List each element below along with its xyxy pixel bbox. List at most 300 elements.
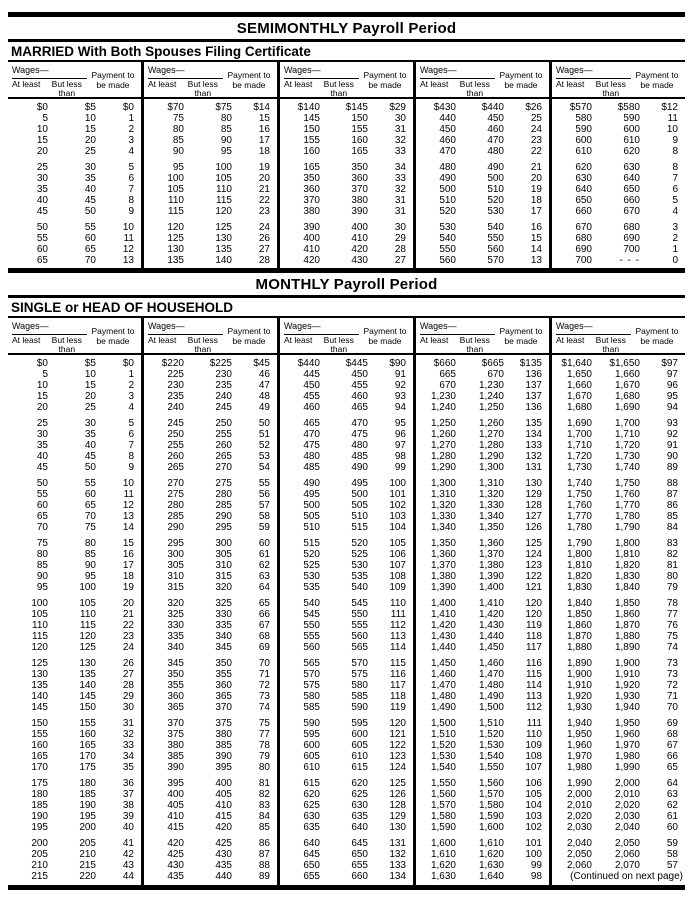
payment-amount: 97	[394, 440, 406, 451]
wage-but-less-than: 1,280	[478, 440, 504, 451]
payment-amount: 16	[530, 222, 542, 233]
payment-amount: 11	[123, 233, 134, 244]
wage-at-least: 1,330	[430, 511, 456, 522]
table-row	[8, 500, 141, 511]
payment-amount: 22	[530, 146, 542, 157]
payment-amount: 26	[258, 233, 270, 244]
table-row	[552, 358, 685, 369]
but-less-than-header: But less than	[459, 335, 490, 355]
table-row	[552, 560, 685, 571]
table-row	[8, 560, 141, 571]
wage-but-less-than: 305	[215, 549, 232, 560]
wage-but-less-than: 635	[351, 811, 368, 822]
wage-but-less-than: 2,060	[614, 849, 640, 860]
payment-amount: 67	[258, 620, 270, 631]
wage-at-least: 85	[36, 560, 48, 571]
filing-status-heading: SINGLE or HEAD OF HOUSEHOLD	[8, 298, 685, 318]
table-row	[8, 609, 141, 620]
table-row	[144, 102, 277, 113]
table-row	[552, 778, 685, 789]
wage-but-less-than: 515	[351, 522, 368, 533]
table-row	[280, 669, 413, 680]
wage-at-least: 635	[303, 822, 320, 833]
wage-but-less-than: 60	[84, 233, 96, 244]
wage-at-least: 25	[36, 418, 48, 429]
payment-amount: 78	[258, 740, 270, 751]
wage-at-least: 1,850	[566, 609, 592, 620]
wage-but-less-than: 590	[351, 702, 368, 713]
payment-to-be-made-header: Payment to be made	[635, 325, 679, 346]
wage-at-least: 30	[36, 173, 48, 184]
payment-to-be-made-header: Payment to be made	[227, 325, 271, 346]
payment-amount: 111	[390, 609, 406, 620]
payment-amount: $26	[525, 102, 542, 113]
wage-but-less-than: 25	[84, 402, 96, 413]
payment-amount: $12	[661, 102, 678, 113]
payment-amount: 100	[389, 478, 406, 489]
wage-but-less-than: 520	[351, 538, 368, 549]
wage-but-less-than: 655	[351, 860, 368, 871]
wage-but-less-than: $75	[215, 102, 232, 113]
wage-at-least: 5	[42, 369, 48, 380]
payment-amount: 106	[525, 778, 542, 789]
wage-at-least: 650	[303, 860, 320, 871]
payment-amount: 51	[258, 429, 270, 440]
wage-but-less-than: 500	[351, 489, 368, 500]
wage-at-least: 75	[172, 113, 184, 124]
table-row	[280, 571, 413, 582]
wage-at-least: 670	[575, 222, 592, 233]
column-group-header	[144, 318, 277, 355]
table-row	[416, 511, 549, 522]
at-least-header: At least	[284, 79, 313, 89]
payment-amount: 13	[530, 255, 542, 266]
wage-at-least: $440	[297, 358, 320, 369]
but-less-than-header: But less than	[595, 335, 626, 355]
table-row	[552, 822, 685, 833]
wage-but-less-than: 350	[351, 162, 368, 173]
wage-at-least: 580	[303, 691, 320, 702]
wage-but-less-than: 155	[351, 124, 368, 135]
table-row	[8, 718, 141, 729]
wage-at-least: 565	[303, 658, 320, 669]
wage-but-less-than: 120	[215, 206, 232, 217]
payment-amount: 120	[525, 609, 542, 620]
payment-amount: 65	[258, 598, 270, 609]
payment-amount: 74	[258, 702, 270, 713]
payment-amount: 112	[390, 620, 406, 631]
payment-amount: 61	[666, 811, 678, 822]
table-row	[8, 729, 141, 740]
table-row	[144, 800, 277, 811]
table-row	[552, 571, 685, 582]
table-row	[552, 402, 685, 413]
wage-but-less-than: 1,460	[478, 658, 504, 669]
wage-at-least: 490	[439, 173, 456, 184]
payment-amount: 20	[258, 173, 270, 184]
wage-at-least: 665	[439, 369, 456, 380]
wage-at-least: 1,660	[566, 380, 592, 391]
payment-amount: 73	[666, 669, 678, 680]
wage-but-less-than: 1,660	[614, 369, 640, 380]
table-row	[144, 184, 277, 195]
payment-amount: 119	[526, 620, 542, 631]
at-least-header: At least	[420, 335, 449, 345]
table-row	[416, 451, 549, 462]
wage-but-less-than: 175	[79, 762, 96, 773]
wage-at-least: 580	[575, 113, 592, 124]
table-row	[280, 718, 413, 729]
wage-but-less-than: 55	[84, 478, 96, 489]
payment-amount: 137	[525, 391, 542, 402]
table-row	[416, 560, 549, 571]
table-row	[280, 838, 413, 849]
table-row	[416, 598, 549, 609]
payment-amount: 23	[530, 135, 542, 146]
but-less-than-header: But less than	[187, 335, 218, 355]
wage-but-less-than: $5	[84, 102, 96, 113]
table-row	[552, 691, 685, 702]
wage-but-less-than: 1,720	[614, 440, 640, 451]
wage-at-least: 1,340	[430, 522, 456, 533]
payment-amount: 120	[389, 718, 406, 729]
table-row	[280, 751, 413, 762]
wage-but-less-than: 130	[215, 233, 232, 244]
wage-at-least: 490	[303, 478, 320, 489]
wage-at-least: $0	[36, 358, 48, 369]
but-less-than-header: But less than	[187, 79, 218, 99]
payment-amount: 129	[389, 811, 406, 822]
wage-but-less-than: 500	[487, 173, 504, 184]
table-row	[8, 549, 141, 560]
table-row	[416, 102, 549, 113]
wage-at-least: 540	[439, 233, 456, 244]
table-row	[144, 451, 277, 462]
wage-at-least: 595	[303, 729, 320, 740]
table-row	[552, 631, 685, 642]
payment-amount: 15	[122, 538, 134, 549]
wage-but-less-than: 1,800	[614, 538, 640, 549]
wage-but-less-than: 495	[351, 478, 368, 489]
wage-at-least: 75	[36, 538, 48, 549]
table-row	[144, 511, 277, 522]
table-row	[144, 135, 277, 146]
payment-amount: 16	[258, 124, 270, 135]
wage-at-least: 1,240	[430, 402, 456, 413]
wage-at-least: 135	[167, 255, 184, 266]
wage-at-least: 110	[32, 620, 48, 631]
table-row	[280, 729, 413, 740]
wage-but-less-than: $665	[481, 358, 504, 369]
payment-amount: 101	[389, 489, 406, 500]
payment-amount: 24	[530, 124, 542, 135]
payment-amount: 63	[258, 571, 270, 582]
table-row	[416, 173, 549, 184]
table-row	[8, 571, 141, 582]
table-row	[8, 658, 141, 669]
wage-at-least: 440	[439, 113, 456, 124]
wage-at-least: 165	[31, 751, 48, 762]
wage-bracket-rows	[280, 355, 413, 885]
table-row	[8, 778, 141, 789]
wage-but-less-than: 455	[351, 380, 368, 391]
wage-at-least: 2,010	[566, 800, 592, 811]
payment-amount: 8	[128, 195, 134, 206]
payment-amount: 10	[122, 222, 134, 233]
wage-at-least: 1,860	[566, 620, 592, 631]
wage-at-least: 130	[167, 244, 184, 255]
wage-at-least: 170	[31, 762, 48, 773]
wage-but-less-than: 1,390	[478, 571, 504, 582]
table-row	[144, 500, 277, 511]
table-row	[144, 440, 277, 451]
payment-amount: $29	[389, 102, 406, 113]
wage-but-less-than: 1,820	[614, 560, 640, 571]
payment-amount: 13	[122, 255, 134, 266]
payment-amount: 1	[672, 244, 678, 255]
wage-at-least: 265	[167, 462, 184, 473]
wage-but-less-than: 360	[215, 680, 232, 691]
wage-but-less-than: 30	[84, 162, 96, 173]
payment-amount: 97	[666, 369, 678, 380]
payment-amount: 14	[530, 244, 542, 255]
wage-bracket-column-group	[549, 318, 685, 885]
table-row	[8, 195, 141, 206]
wage-but-less-than: 55	[84, 222, 96, 233]
wage-but-less-than: 580	[351, 680, 368, 691]
wage-at-least: 1,980	[566, 762, 592, 773]
payment-amount: 75	[258, 718, 270, 729]
wage-but-less-than: 130	[79, 658, 96, 669]
payment-amount: 19	[122, 582, 134, 593]
table-row	[144, 391, 277, 402]
wage-but-less-than: 230	[215, 369, 232, 380]
table-row	[144, 206, 277, 217]
wage-at-least: 455	[303, 391, 320, 402]
wage-but-less-than: 595	[351, 718, 368, 729]
wage-at-least: 180	[31, 789, 48, 800]
payment-amount: 128	[525, 500, 542, 511]
wage-at-least: 310	[167, 571, 184, 582]
wage-at-least: 1,580	[430, 811, 456, 822]
table-row	[144, 751, 277, 762]
table-row	[144, 631, 277, 642]
payment-amount: 128	[389, 800, 406, 811]
payment-amount: 114	[526, 680, 542, 691]
wage-at-least: 1,960	[566, 740, 592, 751]
wage-at-least: 1,970	[566, 751, 592, 762]
table-row	[144, 571, 277, 582]
payment-amount: 5	[128, 162, 134, 173]
table-row	[552, 380, 685, 391]
wage-at-least: 45	[36, 206, 48, 217]
table-row	[144, 244, 277, 255]
wage-but-less-than: 400	[351, 222, 368, 233]
wage-at-least: $1,640	[561, 358, 592, 369]
payment-amount: 41	[122, 838, 134, 849]
payment-amount: 76	[666, 620, 678, 631]
wage-but-less-than: $145	[345, 102, 368, 113]
payment-amount: 108	[389, 571, 406, 582]
payment-amount: 105	[525, 789, 542, 800]
wage-but-less-than: 385	[215, 740, 232, 751]
table-row	[8, 418, 141, 429]
wage-at-least: 1,550	[430, 778, 456, 789]
wages-header-label: Wages—	[420, 64, 495, 79]
table-row	[416, 609, 549, 620]
wage-but-less-than: 390	[351, 206, 368, 217]
table-row	[416, 124, 549, 135]
wage-at-least: 600	[575, 135, 592, 146]
payment-amount: 13	[122, 511, 134, 522]
wage-but-less-than: 285	[215, 500, 232, 511]
wage-but-less-than: 25	[84, 146, 96, 157]
wage-at-least: 125	[167, 233, 184, 244]
wage-but-less-than: 1,330	[478, 500, 504, 511]
wage-at-least: 560	[439, 255, 456, 266]
wage-bracket-column-group	[8, 318, 141, 885]
wage-but-less-than: 165	[79, 740, 96, 751]
payment-to-be-made-header: Payment to be made	[227, 69, 271, 90]
payment-amount: 17	[530, 206, 542, 217]
wage-at-least: 45	[36, 462, 48, 473]
wage-at-least: 305	[167, 560, 184, 571]
wage-at-least: 15	[36, 135, 48, 146]
table-row	[280, 778, 413, 789]
table-row	[8, 642, 141, 653]
payment-amount: 84	[258, 811, 270, 822]
wage-but-less-than: 1,980	[614, 751, 640, 762]
wage-but-less-than: 185	[79, 789, 96, 800]
payment-amount: 89	[666, 462, 678, 473]
wage-but-less-than: 1,630	[478, 860, 504, 871]
payment-amount: 16	[122, 549, 134, 560]
payment-amount: 57	[258, 500, 270, 511]
wage-at-least: 155	[303, 135, 320, 146]
wage-at-least: 30	[36, 429, 48, 440]
wage-at-least: 260	[167, 451, 184, 462]
table-row	[416, 762, 549, 773]
wage-but-less-than: 1,430	[478, 620, 504, 631]
wage-at-least: 1,230	[430, 391, 456, 402]
wage-but-less-than: 1,850	[614, 598, 640, 609]
payment-amount: 133	[389, 860, 406, 871]
payment-to-be-made-header: Payment to be made	[91, 69, 135, 90]
wage-at-least: 215	[31, 871, 48, 882]
wage-at-least: 230	[167, 380, 184, 391]
payment-amount: 26	[122, 658, 134, 669]
wage-at-least: 555	[303, 631, 320, 642]
wage-at-least: 355	[167, 680, 184, 691]
wage-at-least: 55	[36, 489, 48, 500]
payment-amount: 81	[258, 778, 270, 789]
payment-amount: 133	[525, 440, 542, 451]
wage-at-least: 1,280	[430, 451, 456, 462]
wage-but-less-than: 410	[351, 233, 368, 244]
wage-at-least: 1,510	[430, 729, 456, 740]
wage-at-least: 1,870	[566, 631, 592, 642]
wage-but-less-than: 570	[351, 658, 368, 669]
wage-at-least: 365	[167, 702, 184, 713]
wage-at-least: 1,810	[566, 560, 592, 571]
payment-amount: 124	[525, 549, 542, 560]
wage-but-less-than: 1,230	[478, 380, 504, 391]
wage-but-less-than: 205	[79, 838, 96, 849]
wage-but-less-than: 545	[351, 598, 368, 609]
table-row	[144, 702, 277, 713]
table-row	[280, 658, 413, 669]
wage-but-less-than: 1,570	[478, 789, 504, 800]
payment-amount: $14	[253, 102, 270, 113]
wage-at-least: 320	[167, 598, 184, 609]
table-row	[8, 838, 141, 849]
payment-amount: 20	[530, 173, 542, 184]
table-row	[144, 522, 277, 533]
table-row	[280, 849, 413, 860]
table-row	[280, 440, 413, 451]
wage-but-less-than: 1,530	[478, 740, 504, 751]
wage-but-less-than: 530	[487, 206, 504, 217]
wage-at-least: 690	[575, 244, 592, 255]
wage-at-least: 700	[575, 255, 592, 266]
wage-but-less-than: 60	[84, 489, 96, 500]
payment-amount: 33	[394, 146, 406, 157]
wage-at-least: 1,430	[430, 631, 456, 642]
payment-amount: 27	[258, 244, 270, 255]
wage-but-less-than: 1,380	[478, 560, 504, 571]
payment-amount: 15	[258, 113, 270, 124]
payment-amount: 123	[389, 751, 406, 762]
table-row	[280, 822, 413, 833]
wage-but-less-than: 10	[84, 369, 96, 380]
wage-but-less-than: 165	[351, 146, 368, 157]
wages-header-label: Wages—	[148, 64, 223, 79]
wage-at-least: 1,910	[566, 680, 592, 691]
wage-but-less-than: 40	[84, 440, 96, 451]
table-row	[552, 206, 685, 217]
table-row	[552, 549, 685, 560]
payment-amount: 116	[390, 669, 406, 680]
wage-at-least: 650	[575, 195, 592, 206]
wage-at-least: 535	[303, 582, 320, 593]
table-row	[552, 718, 685, 729]
payment-to-be-made-header: Payment to be made	[363, 69, 407, 90]
table-row	[416, 702, 549, 713]
wage-but-less-than: 1,400	[478, 582, 504, 593]
table-row	[552, 511, 685, 522]
table-row	[552, 222, 685, 233]
wage-but-less-than: 350	[215, 658, 232, 669]
wage-but-less-than: 70	[84, 511, 96, 522]
payment-amount: 24	[258, 222, 270, 233]
wage-at-least: 530	[303, 571, 320, 582]
table-row	[552, 582, 685, 593]
wage-but-less-than: 490	[351, 462, 368, 473]
wage-but-less-than: 520	[487, 195, 504, 206]
wage-bracket-groups	[8, 62, 685, 268]
wage-at-least: 610	[575, 146, 592, 157]
payment-amount: 44	[122, 871, 134, 882]
wage-but-less-than: 605	[351, 740, 368, 751]
table-row	[8, 511, 141, 522]
table-row	[144, 222, 277, 233]
table-row	[8, 811, 141, 822]
payment-amount: 30	[394, 113, 406, 124]
wage-but-less-than: 1,640	[478, 871, 504, 882]
payment-amount: 1	[128, 369, 134, 380]
wage-at-least: 2,030	[566, 822, 592, 833]
section-monthly	[8, 268, 685, 885]
